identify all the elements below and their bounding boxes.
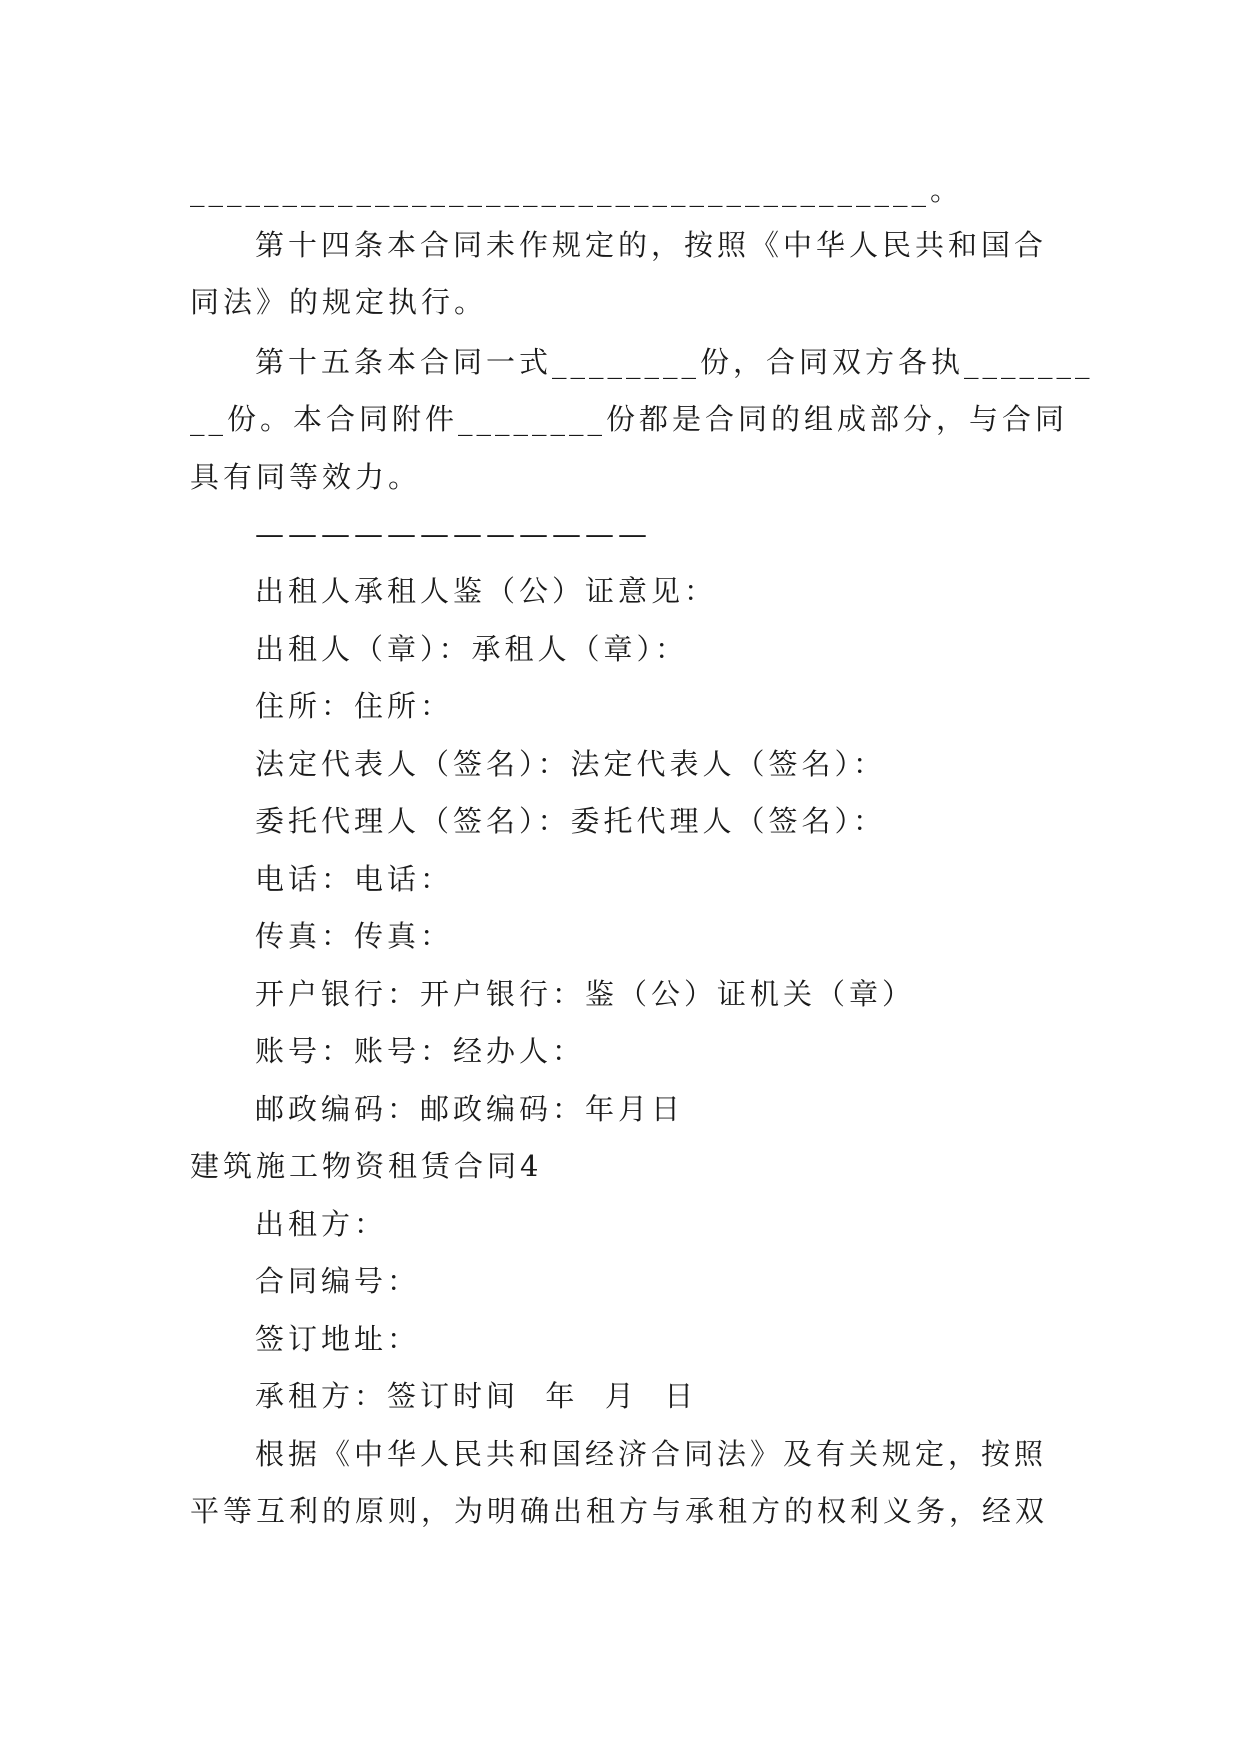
legal-rep-line: 法定代表人（签名）：法定代表人（签名）： bbox=[255, 747, 887, 781]
article-15-line-2: __份。本合同附件________份都是合同的组成部分，与合同 bbox=[190, 402, 1069, 436]
lessor-field: 出租方： bbox=[255, 1207, 388, 1241]
separator-dashes: ———————————— bbox=[255, 517, 651, 551]
phone-line: 电话：电话： bbox=[255, 862, 454, 896]
blank-fill-line: ________________________________________。 bbox=[190, 173, 964, 207]
article-14-line-2: 同法》的规定执行。 bbox=[190, 285, 488, 319]
agent-line: 委托代理人（签名）：委托代理人（签名）： bbox=[255, 804, 887, 838]
account-line: 账号：账号：经办人： bbox=[255, 1034, 586, 1068]
lessee-date-field: 承租方：签订时间 年 月 日 bbox=[255, 1379, 698, 1413]
preamble-line-1: 根据《中华人民共和国经济合同法》及有关规定，按照 bbox=[255, 1437, 1048, 1471]
bank-line: 开户银行：开户银行：鉴（公）证机关（章） bbox=[255, 977, 916, 1011]
lessor-seal-line: 出租人（章）：承租人（章）： bbox=[255, 632, 689, 666]
article-14-line-1: 第十四条本合同未作规定的，按照《中华人民共和国合 bbox=[255, 228, 1048, 262]
preamble-line-2: 平等互利的原则，为明确出租方与承租方的权利义务，经双 bbox=[190, 1494, 1049, 1528]
article-15-line-1: 第十五条本合同一式________份，合同双方各执_______ bbox=[255, 345, 1094, 379]
article-15-line-3: 具有同等效力。 bbox=[190, 460, 422, 494]
fax-line: 传真：传真： bbox=[255, 919, 454, 953]
section-title: 建筑施工物资租赁合同4 bbox=[190, 1149, 543, 1183]
postcode-line: 邮政编码：邮政编码：年月日 bbox=[255, 1092, 685, 1126]
address-line: 住所：住所： bbox=[255, 689, 454, 723]
signature-header: 出租人承租人鉴（公）证意见： bbox=[255, 574, 718, 608]
contract-number-field: 合同编号： bbox=[255, 1264, 421, 1298]
signing-address-field: 签订地址： bbox=[255, 1322, 421, 1356]
